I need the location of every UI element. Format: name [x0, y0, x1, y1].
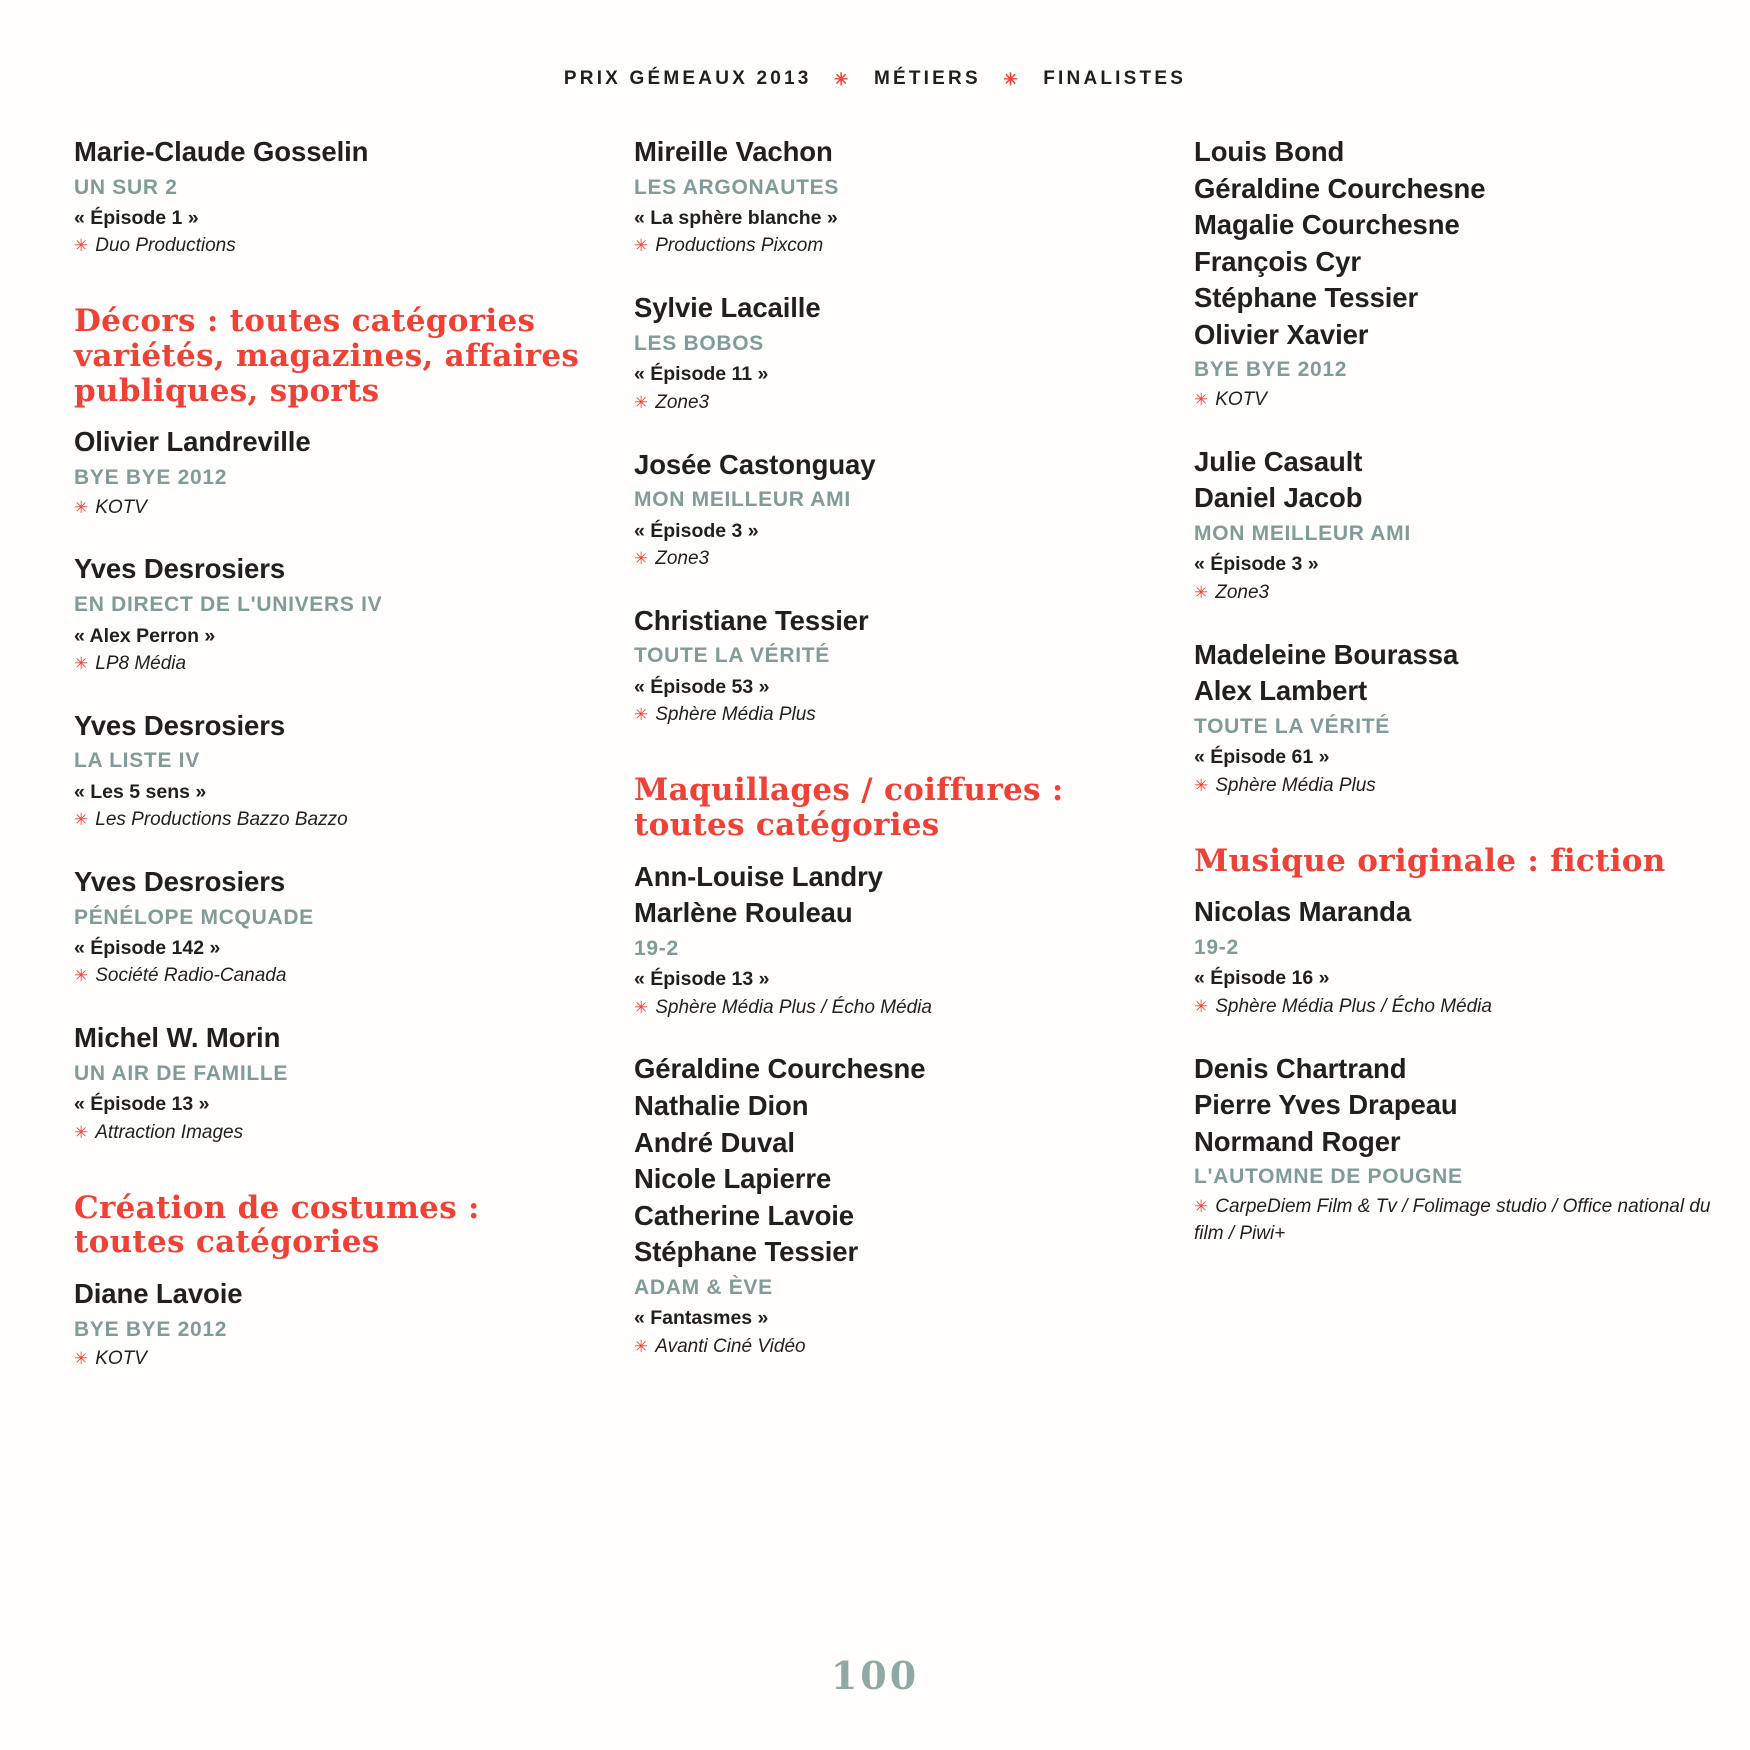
show-title: 19-2: [1194, 935, 1239, 959]
finalist-name: Julie Casault: [1194, 445, 1363, 477]
producer-line: [74, 807, 594, 834]
finalist-names: [74, 424, 594, 461]
star-bullet-icon: ✳: [1194, 996, 1209, 1016]
episode-title: « Fantasmes »: [634, 1307, 769, 1330]
episode-title: « Épisode 142 »: [74, 937, 221, 960]
episode-title: « Épisode 16 »: [1194, 967, 1330, 990]
finalist-name: Stéphane Tessier: [1194, 282, 1419, 314]
show-title: UN SUR 2: [74, 175, 178, 199]
show-title: TOUTE LA VÉRITÉ: [1194, 714, 1391, 738]
episode-title: « Épisode 1 »: [74, 207, 199, 230]
finalist-name: Catherine Lavoie: [634, 1199, 854, 1231]
finalist-name: Sylvie Lacaille: [634, 292, 821, 324]
producer-line: [634, 546, 1154, 573]
running-header-left: PRIX GÉMEAUX 2013: [563, 68, 812, 89]
column-2: [634, 134, 1194, 1403]
star-bullet-icon: ✳: [634, 997, 649, 1017]
producer-line: [1194, 580, 1714, 607]
show-title: UN AIR DE FAMILLE: [74, 1061, 289, 1085]
producer-line: [1194, 994, 1714, 1021]
episode-title: « Épisode 53 »: [634, 675, 770, 698]
finalist-entry: [74, 1276, 594, 1373]
finalist-entry: [634, 134, 1154, 260]
finalist-name: Marie-Claude Gosselin: [74, 136, 369, 167]
finalist-name: Géraldine Courchesne: [1194, 172, 1486, 204]
producer-name: Avanti Ciné Vidéo: [655, 1335, 806, 1357]
finalist-names: [634, 290, 1154, 327]
finalist-name: Stéphane Tessier: [634, 1236, 859, 1268]
finalist-names: [74, 1020, 594, 1057]
finalist-name: Denis Chartrand: [1194, 1052, 1407, 1084]
episode-title: « La sphère blanche »: [634, 207, 838, 230]
producer-name: KOTV: [95, 496, 147, 518]
show-title: LA LISTE IV: [74, 749, 200, 773]
finalist-entry: [634, 859, 1154, 1022]
star-bullet-icon: ✳: [74, 653, 89, 673]
star-bullet-icon: ✳: [1194, 389, 1209, 409]
show-title: BYE BYE 2012: [74, 466, 228, 490]
producer-line: [74, 233, 594, 260]
show-title: EN DIRECT DE L'UNIVERS IV: [74, 593, 383, 617]
producer-name: Zone3: [655, 391, 710, 413]
producer-name: Attraction Images: [95, 1121, 244, 1143]
show-title: MON MEILLEUR AMI: [634, 488, 851, 512]
star-bullet-icon: ✳: [634, 1336, 649, 1356]
finalist-name: Géraldine Courchesne: [634, 1053, 926, 1085]
finalist-name: André Duval: [634, 1126, 795, 1158]
finalist-names: [1194, 1051, 1714, 1161]
finalist-names: [74, 708, 594, 745]
star-bullet-icon: ✳: [74, 1122, 89, 1142]
running-header-right: FINALISTES: [1043, 68, 1187, 89]
episode-title: « Les 5 sens »: [74, 780, 207, 803]
finalist-name: Louis Bond: [1194, 136, 1345, 167]
producer-name: Zone3: [1215, 581, 1270, 603]
finalist-name: Olivier Xavier: [1194, 318, 1369, 350]
producer-line: [74, 1120, 594, 1147]
finalist-name: Christiane Tessier: [634, 604, 869, 636]
finalist-entry: [74, 864, 594, 990]
finalist-name: Madeleine Bourassa: [1194, 638, 1459, 670]
finalist-name: Yves Desrosiers: [74, 709, 286, 741]
finalist-entry: [1194, 134, 1714, 414]
episode-title: « Épisode 3 »: [1194, 553, 1319, 576]
show-title: MON MEILLEUR AMI: [1194, 521, 1411, 545]
column-3: [1194, 134, 1750, 1403]
finalist-names: [74, 1276, 594, 1313]
show-title: LES BOBOS: [634, 331, 764, 355]
finalist-name: Magalie Courchesne: [1194, 209, 1460, 241]
finalist-name: Pierre Yves Drapeau: [1194, 1089, 1458, 1121]
show-title: TOUTE LA VÉRITÉ: [634, 644, 831, 668]
episode-title: « Épisode 11 »: [634, 363, 769, 386]
producer-name: Zone3: [655, 547, 710, 569]
finalist-entry: [634, 290, 1154, 416]
section-title: Décors : toutes catégories variétés, magazines, affaires publiques, sports: [74, 303, 580, 409]
star-bullet-icon: ✳: [74, 497, 89, 517]
finalist-name: Michel W. Morin: [74, 1022, 281, 1054]
star-icon: ✳: [834, 70, 852, 89]
finalist-name: Ann-Louise Landry: [634, 860, 883, 892]
finalist-name: Josée Castonguay: [634, 448, 876, 480]
section-title: Musique originale : fiction: [1194, 842, 1666, 879]
section-title: Création de costumes : toutes catégories: [74, 1189, 480, 1261]
finalist-names: [1194, 637, 1714, 710]
producer-line: [1194, 773, 1714, 800]
finalist-entry: [74, 134, 594, 260]
finalist-names: [74, 134, 594, 171]
finalist-name: Diane Lavoie: [74, 1278, 243, 1310]
show-title: L'AUTOMNE DE POUGNE: [1194, 1165, 1463, 1189]
producer-line: [634, 233, 1154, 260]
producer-name: Productions Pixcom: [655, 235, 824, 257]
finalist-entry: [74, 424, 594, 521]
finalist-entry: [74, 1020, 594, 1146]
star-bullet-icon: ✳: [1194, 775, 1209, 795]
finalist-names: [634, 447, 1154, 484]
producer-line: [634, 390, 1154, 417]
finalist-names: [634, 1051, 1154, 1270]
finalist-names: [1194, 444, 1714, 517]
finalist-names: [634, 859, 1154, 932]
finalist-names: [1194, 134, 1714, 353]
finalist-name: Nicole Lapierre: [634, 1163, 832, 1195]
producer-line: [1194, 387, 1714, 414]
finalist-names: [634, 603, 1154, 640]
finalist-entry: [74, 551, 594, 677]
finalist-names: [634, 134, 1154, 171]
producer-line: [634, 1334, 1154, 1361]
finalist-entry: [634, 603, 1154, 729]
finalist-entry: [1194, 637, 1714, 800]
episode-title: « Épisode 3 »: [634, 519, 759, 542]
finalist-name: Yves Desrosiers: [74, 866, 286, 898]
producer-line: [634, 995, 1154, 1022]
finalist-name: Yves Desrosiers: [74, 553, 286, 585]
star-bullet-icon: ✳: [74, 966, 89, 986]
show-title: LES ARGONAUTES: [634, 175, 840, 199]
finalist-names: [1194, 894, 1714, 931]
show-title: BYE BYE 2012: [1194, 358, 1348, 382]
show-title: 19-2: [634, 936, 679, 960]
finalist-name: François Cyr: [1194, 245, 1361, 277]
producer-name: Sphère Média Plus: [655, 704, 816, 726]
finalist-entry: [1194, 894, 1714, 1020]
star-bullet-icon: ✳: [634, 548, 649, 568]
star-bullet-icon: ✳: [74, 236, 89, 256]
page-number: 100: [830, 1653, 920, 1698]
producer-line: [74, 495, 594, 522]
star-bullet-icon: ✳: [74, 810, 89, 830]
producer-name: Société Radio-Canada: [95, 965, 287, 987]
producer-name: KOTV: [95, 1348, 147, 1370]
producer-name: LP8 Média: [95, 652, 187, 674]
producer-line: [74, 1346, 594, 1373]
show-title: BYE BYE 2012: [74, 1317, 228, 1341]
producer-name: Sphère Média Plus / Écho Média: [655, 996, 932, 1018]
running-header-middle: MÉTIERS: [873, 68, 981, 89]
finalist-name: Olivier Landreville: [74, 426, 311, 458]
producer-name: Sphère Média Plus / Écho Média: [1215, 995, 1492, 1017]
content-columns: [0, 90, 1750, 1403]
producer-line: [74, 651, 594, 678]
show-title: ADAM & ÈVE: [634, 1275, 773, 1299]
producer-name: KOTV: [1215, 388, 1267, 410]
star-bullet-icon: ✳: [634, 705, 649, 725]
finalist-name: Alex Lambert: [1194, 675, 1368, 707]
episode-title: « Épisode 61 »: [1194, 746, 1330, 769]
producer-line: [1194, 1194, 1714, 1248]
producer-name: Sphère Média Plus: [1215, 774, 1376, 796]
finalist-entry: [1194, 1051, 1714, 1248]
star-bullet-icon: ✳: [634, 392, 649, 412]
column-1: [74, 134, 634, 1403]
finalist-name: Marlène Rouleau: [634, 897, 853, 929]
star-bullet-icon: ✳: [634, 236, 649, 256]
episode-title: « Alex Perron »: [74, 624, 216, 647]
star-icon: ✳: [1003, 70, 1021, 89]
finalist-entry: [634, 447, 1154, 573]
finalist-entry: [1194, 444, 1714, 607]
star-bullet-icon: ✳: [1194, 582, 1209, 602]
episode-title: « Épisode 13 »: [74, 1093, 210, 1116]
section-title: Maquillages / coiffures : toutes catégories: [634, 772, 1064, 843]
producer-name: CarpeDiem Film & Tv / Folimage studio / Office national du film / Piwi+: [1194, 1195, 1711, 1244]
producer-name: Duo Productions: [95, 235, 236, 257]
show-title: PÉNÉLOPE MCQUADE: [74, 905, 314, 929]
producer-line: [634, 702, 1154, 729]
finalist-names: [74, 551, 594, 588]
producer-name: Les Productions Bazzo Bazzo: [95, 809, 348, 831]
finalist-name: Normand Roger: [1194, 1125, 1401, 1157]
running-header: [0, 0, 1750, 90]
finalist-names: [74, 864, 594, 901]
episode-title: « Épisode 13 »: [634, 968, 770, 991]
finalist-name: Nicolas Maranda: [1194, 896, 1412, 928]
finalist-entry: [634, 1051, 1154, 1360]
star-bullet-icon: ✳: [74, 1349, 89, 1369]
star-bullet-icon: ✳: [1194, 1196, 1209, 1216]
finalist-name: Nathalie Dion: [634, 1090, 809, 1122]
finalist-entry: [74, 708, 594, 834]
producer-line: [74, 963, 594, 990]
finalist-name: Mireille Vachon: [634, 136, 833, 167]
finalist-name: Daniel Jacob: [1194, 482, 1363, 514]
